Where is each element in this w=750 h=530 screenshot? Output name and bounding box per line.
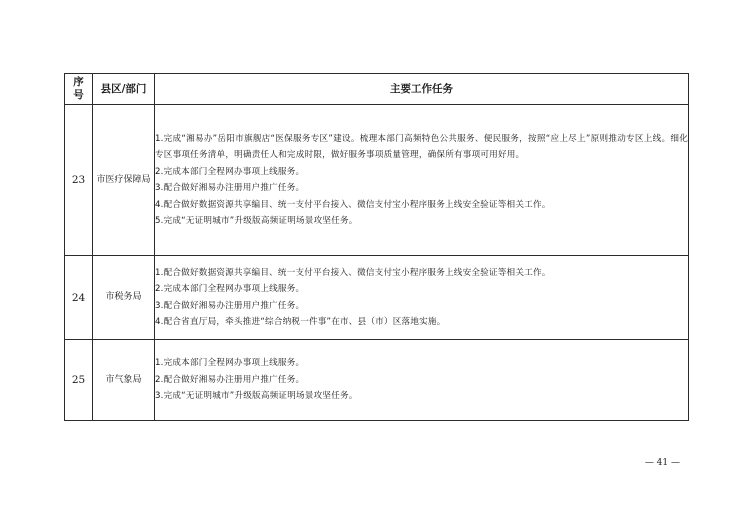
task-item: 1.配合做好数据资源共享编目、统一支付平台接入、微信支付宝小程序服务上线安全验证等相关工作。 bbox=[155, 267, 551, 278]
task-item: 3.完成“无证明城市”升级版高频证明场景攻坚任务。 bbox=[155, 391, 358, 402]
task-item: 2.完成本部门全程网办事项上线服务。 bbox=[155, 166, 305, 177]
task-item: 5.完成“无证明城市”升级版高频证明场景攻坚任务。 bbox=[155, 216, 358, 226]
header-serial-line2: 号 bbox=[73, 89, 84, 101]
row-task-list bbox=[155, 105, 689, 256]
task-item: 4.配合做好数据资源共享编目、统一支付平台接入、微信支付宝小程序服务上线安全验证等相关工作。 bbox=[155, 199, 551, 210]
row-serial-number: 23 bbox=[65, 105, 93, 256]
task-item: 3.配合做好湘易办注册用户推广任务。 bbox=[155, 183, 305, 193]
task-item: 4.配合省直厅局，牵头推进“综合纳税一件事”在市、县（市）区落地实施。 bbox=[155, 317, 446, 327]
task-item: 1.完成“湘易办”岳阳市旗舰店“医保服务专区”建设。梳理本部门高频特色公共服务、便民服务，按照“应上尽上”原则推动专区上线。细化专区事项任务清单，明确责任人和完成时限，做好服务事项质量管理，确保所有事项可用好用。 bbox=[155, 133, 688, 160]
row-task-list bbox=[155, 340, 689, 421]
row-task-list bbox=[155, 256, 689, 340]
header-main-tasks: 主要工作任务 bbox=[155, 74, 689, 105]
table-row bbox=[65, 256, 689, 340]
row-department: 市医疗保障局 bbox=[93, 105, 155, 256]
header-serial-line1: 序 bbox=[73, 76, 84, 88]
task-item: 2.配合做好湘易办注册用户推广任务。 bbox=[155, 374, 305, 385]
task-item: 1.完成本部门全程网办事项上线服务。 bbox=[155, 358, 305, 369]
page-number: — 41 — bbox=[644, 458, 680, 468]
row-department: 市税务局 bbox=[93, 256, 155, 340]
row-department: 市气象局 bbox=[93, 340, 155, 421]
table-row bbox=[65, 105, 689, 256]
row-serial-number: 24 bbox=[65, 256, 93, 340]
row-serial-number: 25 bbox=[65, 340, 93, 421]
table-header-row bbox=[65, 74, 689, 105]
table-row bbox=[65, 340, 689, 421]
task-item: 2.完成本部门全程网办事项上线服务。 bbox=[155, 284, 305, 294]
task-item: 3.配合做好湘易办注册用户推广任务。 bbox=[155, 300, 305, 311]
task-table bbox=[64, 73, 689, 421]
header-serial-number bbox=[65, 74, 93, 105]
header-department: 县区/部门 bbox=[93, 74, 155, 105]
